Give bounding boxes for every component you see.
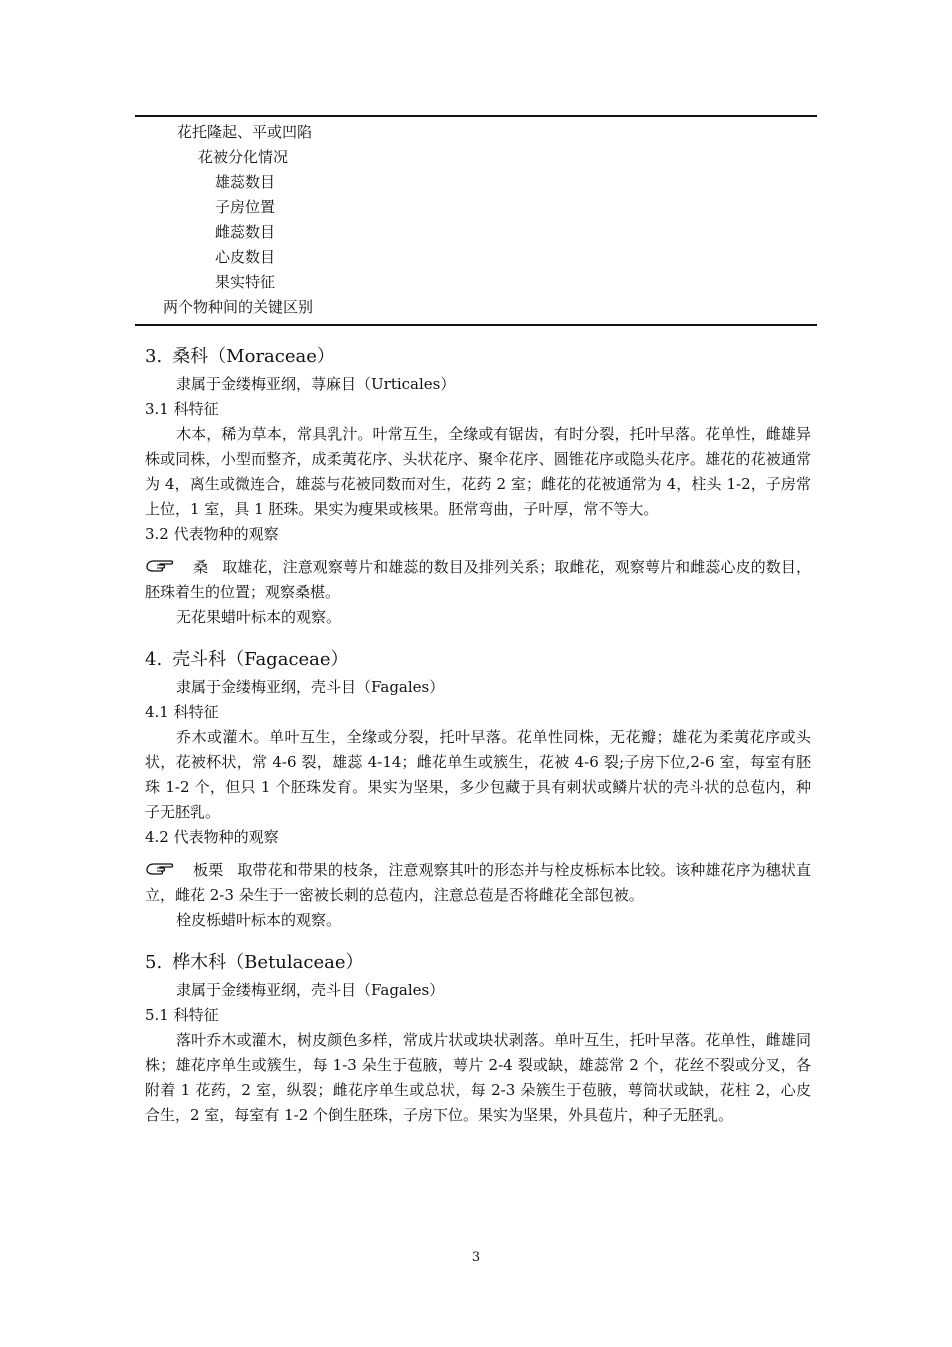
species-name: 桑	[193, 558, 209, 576]
subsection-heading: 5.1 科特征	[145, 1006, 219, 1024]
table-row: 雌蕊数目	[215, 223, 276, 241]
observation-text: 取雄花，注意观察萼片和雄蕊的数目及排列关系；取雌花，观察萼片和雌蕊心皮的数目，胚珠着生的位置；观察桑椹。	[145, 558, 811, 601]
main-content	[145, 342, 811, 1128]
family-feature-text: 落叶乔木或灌木，树皮颜色多样，常成片状或块状剥落。单叶互生，托叶早落。花单性，雌雄同株；雄花序单生或簇生，每 1-3 朵生于苞腋，萼片 2-4 裂或缺，雄蕊常 2 个，花丝不裂或分叉，各附着 1 花药，2 室，纵裂；雌花序单生或总状，每 2-3 朵簇生于苞腋，萼筒状或缺，花柱 2，心皮合生，2 室，每室有 1-2 个倒生胚珠，子房下位。果实为坚果，外具苞片，种子无胚乳。	[145, 1031, 811, 1124]
subsection-heading: 4.2 代表物种的观察	[145, 828, 279, 846]
taxonomy-line: 隶属于金缕梅亚纲，壳斗目（Fagales）	[176, 981, 445, 999]
section-title-betulaceae	[145, 948, 811, 978]
pointing-hand-icon	[145, 556, 175, 574]
table-row: 心皮数目	[215, 248, 276, 266]
section-number: 3.	[145, 346, 163, 367]
specimen-line: 栓皮栎蜡叶标本的观察。	[176, 911, 342, 929]
section-heading: 桦木科（Betulaceae）	[172, 952, 364, 973]
species-name: 板栗	[193, 861, 224, 879]
table-row: 果实特征	[215, 273, 276, 291]
table-row: 子房位置	[215, 198, 276, 216]
section-number: 4.	[145, 649, 163, 670]
pointing-hand-icon	[145, 859, 175, 877]
observation-text: 取带花和带果的枝条，注意观察其叶的形态并与栓皮栎标本比较。该种雄花序为穗状直立，雌花 2-3 朵生于一密被长刺的总苞内，注意总苞是否将雌花全部包被。	[145, 861, 811, 904]
page-number: 3	[471, 1250, 481, 1265]
section-heading: 桑科（Moraceae）	[172, 346, 335, 367]
section-title-moraceae	[145, 342, 811, 372]
table-row: 花托隆起、平或凹陷	[177, 123, 313, 141]
table-row: 雄蕊数目	[215, 173, 276, 191]
section-heading: 壳斗科（Fagaceae）	[172, 649, 349, 670]
specimen-line: 无花果蜡叶标本的观察。	[176, 608, 342, 626]
table-row: 花被分化情况	[198, 148, 289, 166]
subsection-heading: 3.1 科特征	[145, 400, 219, 418]
family-feature-text: 木本，稀为草本，常具乳汁。叶常互生，全缘或有锯齿，有时分裂，托叶早落。花单性，雌雄异株或同株，小型而整齐，成柔荑花序、头状花序、聚伞花序、圆锥花序或隐头花序。雄花的花被通常为 4，离生或微连合，雄蕊与花被同数而对生，花药 2 室；雌花的花被通常为 4，柱头 1-2，子房常上位，1 室，具 1 胚珠。果实为瘦果或核果。胚常弯曲，子叶厚，常不等大。	[145, 425, 811, 518]
observation-paragraph	[145, 555, 811, 605]
subsection-heading: 4.1 科特征	[145, 703, 219, 721]
section-title-fagaceae	[145, 645, 811, 675]
feature-table	[135, 115, 817, 326]
taxonomy-line: 隶属于金缕梅亚纲，壳斗目（Fagales）	[176, 678, 445, 696]
table-row: 两个物种间的关键区别	[163, 298, 314, 316]
taxonomy-line: 隶属于金缕梅亚纲，荨麻目（Urticales）	[176, 375, 456, 393]
family-feature-text: 乔木或灌木。单叶互生，全缘或分裂，托叶早落。花单性同株，无花瓣；雄花为柔荑花序或头状，花被杯状，常 4-6 裂，雄蕊 4-14；雌花单生或簇生，花被 4-6 裂;子房下位,2-6 室，每室有胚珠 1-2 个，但只 1 个胚珠发育。果实为坚果，多少包藏于具有刺状或鳞片状的壳斗状的总苞内，种子无胚乳。	[145, 728, 811, 821]
subsection-heading: 3.2 代表物种的观察	[145, 525, 279, 543]
section-number: 5.	[145, 952, 163, 973]
observation-paragraph	[145, 858, 811, 908]
